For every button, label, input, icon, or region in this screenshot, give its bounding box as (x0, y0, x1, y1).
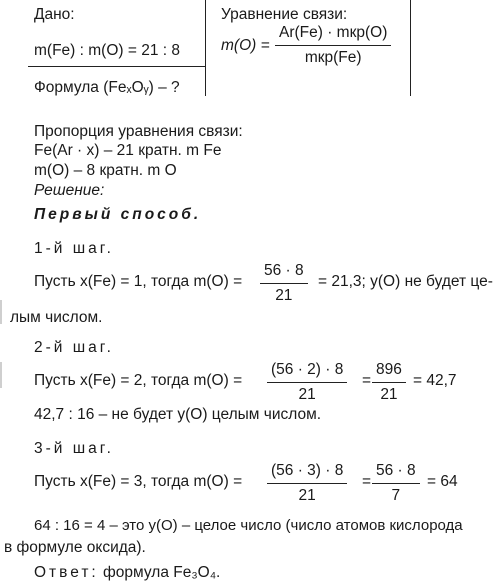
step2-numerator-1: (56 · 2) · 8 (267, 361, 347, 383)
equation-lhs: m(O) = (221, 37, 270, 54)
step3-numerator-2: 56 · 8 (372, 462, 420, 484)
proportion-line-2: m(O) – 8 кратн. m O (34, 162, 177, 179)
equation-label: Уравнение связи: (221, 6, 348, 23)
step1-continuation: лым числом. (10, 309, 103, 326)
step2-prefix: Пусть x(Fe) = 2, тогда m(O) = (34, 372, 243, 389)
step3-denominator-2: 7 (391, 487, 401, 504)
method-label: Первый способ. (34, 206, 202, 223)
step2-denominator-2: 21 (380, 386, 398, 403)
step2-note: 42,7 : 16 – не будет y(O) целым числом. (34, 406, 322, 423)
given-underline (28, 66, 206, 67)
scan-edge-mark (0, 300, 2, 324)
proportion-title: Пропорция уравнения связи: (34, 123, 243, 140)
solution-label: Решение: (34, 182, 105, 199)
step3-denominator-1: 21 (298, 487, 316, 504)
step3-numerator-1: (56 · 3) · 8 (267, 462, 347, 484)
answer-text: формула Fe₃O₄. (103, 564, 221, 581)
answer-label: Ответ: (34, 564, 99, 581)
step1-denominator: 21 (275, 287, 293, 304)
step3-note-1: 64 : 16 = 4 – это y(O) – целое число (число атомов кислорода (34, 517, 463, 534)
step2-fraction-2 (372, 361, 406, 404)
given-label: Дано: (34, 6, 75, 23)
given-ratio: m(Fe) : m(O) = 21 : 8 (34, 42, 180, 59)
step1-prefix: Пусть x(Fe) = 1, тогда m(O) = (34, 273, 243, 290)
step3-fraction-2 (372, 462, 420, 505)
equation-denominator: mкр(Fe) (304, 49, 362, 66)
step2-numerator-2: 896 (372, 361, 406, 383)
step3-prefix: Пусть x(Fe) = 3, тогда m(O) = (34, 473, 243, 490)
step3-note-2: в формуле оксида). (4, 539, 146, 556)
scan-edge-mark (0, 362, 2, 388)
step2-denominator-1: 21 (298, 386, 316, 403)
step1-numerator: 56 · 8 (260, 262, 308, 284)
right-border (410, 0, 411, 96)
step1-fraction (260, 262, 308, 305)
step3-fraction-1 (267, 462, 347, 505)
step2-fraction-1 (267, 361, 347, 404)
step2-equals: = (362, 372, 372, 389)
step3-label: 3-й шаг. (34, 440, 114, 457)
answer-line (34, 564, 220, 582)
proportion-line-1: Fe(Ar · x) – 21 кратн. m Fe (34, 142, 222, 159)
equation-numerator: Ar(Fe) · mкр(O) (275, 24, 391, 46)
step3-equals: = (362, 473, 372, 490)
step3-suffix: = 64 (427, 473, 458, 490)
step1-label: 1-й шаг. (34, 240, 114, 257)
step2-suffix: = 42,7 (413, 372, 457, 389)
find-formula: Формула (FeₓOᵧ) – ? (34, 79, 180, 96)
step2-label: 2-й шаг. (34, 339, 114, 356)
equation-fraction (275, 24, 391, 67)
given-divider (205, 0, 206, 96)
step1-suffix: = 21,3; y(O) не будет це- (318, 273, 493, 290)
